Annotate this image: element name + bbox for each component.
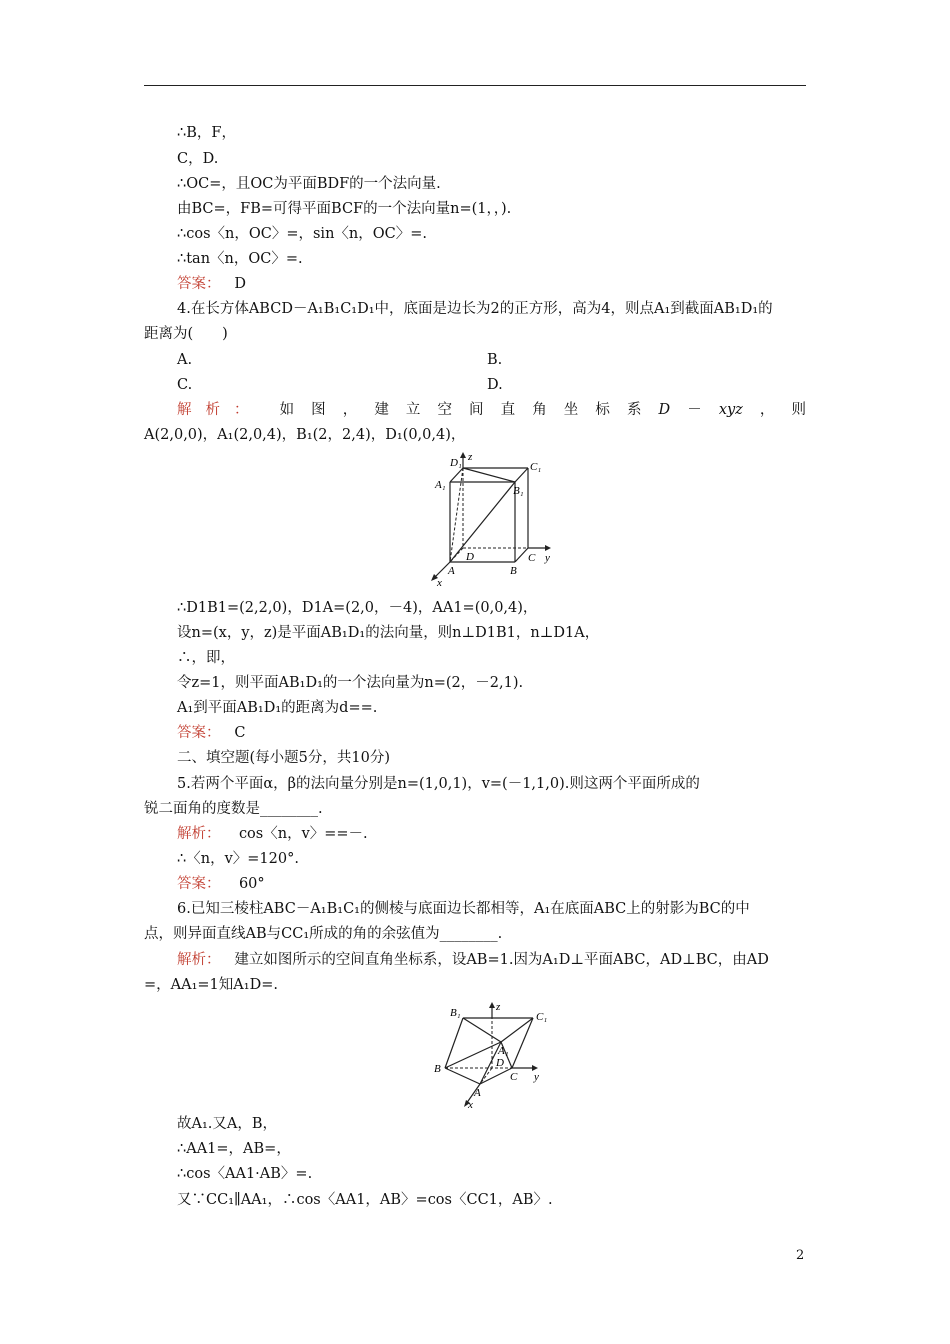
word: 建 [374, 402, 389, 418]
solution-text: 建立如图所示的空间直角坐标系，设AB=1.因为A₁D⊥平面ABC，AD⊥BC，由AD [234, 952, 769, 968]
text-line: ∴OC=，且OC为平面BDF的一个法向量. [177, 176, 441, 192]
option-c: C. [177, 377, 193, 393]
text-line: 由BC=，FB=可得平面BCF的一个法向量n=(1，，). [177, 201, 512, 217]
text-line: ∴〈n，v〉=120°. [177, 851, 299, 867]
label-c1: C₁ [530, 461, 542, 473]
label-c: C [528, 552, 536, 564]
question-5: 5.若两个平面α，β的法向量分别是n=(1,0,1)，v=(－1,1,0).则这两个平面所成的 [177, 776, 700, 792]
text-line: 故A₁.又A，B， [177, 1116, 278, 1132]
label-d1: D₁ [450, 457, 462, 469]
word: 角 [532, 402, 547, 418]
answer-label: 答案： [177, 276, 221, 292]
text-line: =，AA₁=1知A₁D=. [144, 977, 278, 993]
word: 间 [469, 402, 484, 418]
question-4: 4.在长方体ABCD－A₁B₁C₁D₁中，底面是边长为2的正方形，高为4，则点A₁到截面AB₁D₁的 [177, 301, 773, 317]
word: ， [759, 402, 775, 418]
text-line: ∴AA1=，AB=， [177, 1141, 291, 1157]
label-c1: C₁ [536, 1011, 548, 1023]
box-figure [420, 450, 570, 590]
option-a: A. [177, 352, 193, 368]
word: xyz [718, 402, 743, 418]
label-z: z [468, 451, 473, 463]
text-line: ∴tan〈n，OC〉=. [177, 251, 303, 267]
section-heading: 二、填空题(每小题5分，共10分) [177, 750, 390, 766]
answer-label: 答案： [177, 725, 221, 741]
solution-label: 解析： [177, 826, 221, 842]
label-b: B [510, 565, 517, 577]
word: ， [342, 402, 358, 418]
word: 立 [405, 402, 421, 418]
prism-figure [430, 1000, 560, 1110]
label-z: z [496, 1001, 501, 1013]
solution-label: 解析： [177, 952, 221, 968]
label-c: C [510, 1071, 518, 1083]
label-x: x [468, 1099, 473, 1110]
page-number: 2 [796, 1248, 805, 1263]
label-d: D [496, 1057, 504, 1069]
word: 则 [791, 402, 806, 418]
text-line: 令z=1，则平面AB₁D₁的一个法向量为n=(2，－2,1). [177, 675, 524, 691]
solution-line [177, 951, 769, 969]
label-x: x [437, 577, 442, 589]
label-a: A [474, 1087, 481, 1099]
label-y: y [534, 1071, 539, 1083]
text-line: C，D. [177, 151, 219, 167]
text-line: ∴D1B1=(2,2,0)，D1A=(2,0，－4)，AA1=(0,0,4)， [177, 600, 538, 616]
answer-label: 答案： [177, 876, 221, 892]
label-d: D [466, 551, 474, 563]
label-y: y [545, 552, 550, 564]
word: D [658, 402, 671, 418]
solution-text: cos〈n，v〉==－. [238, 826, 368, 842]
word: 系 [626, 402, 642, 418]
word: 空 [437, 402, 452, 418]
word: 直 [500, 402, 516, 418]
text-line: ∴cos〈n，OC〉=，sin〈n，OC〉=. [177, 226, 427, 242]
label-a1: A₁ [435, 479, 446, 491]
option-d: D. [487, 377, 503, 393]
question-4-cont: 距离为( ) [144, 326, 228, 342]
option-b: B. [487, 352, 503, 368]
question-5-cont: 锐二面角的度数是________. [144, 801, 323, 817]
label-b1: B₁ [450, 1007, 461, 1019]
word: 图 [311, 402, 326, 418]
word: 如 [279, 402, 295, 418]
solution-label: 解析： [177, 402, 263, 418]
text-line: 设n=(x，y，z)是平面AB₁D₁的法向量，则n⊥D1B1，n⊥D1A， [177, 625, 600, 641]
solution-4-heading [177, 401, 806, 419]
text-line: A(2,0,0)，A₁(2,0,4)，B₁(2，2,4)，D₁(0,0,4)， [144, 427, 466, 443]
solution-line [177, 825, 368, 843]
text-line: 又∵CC₁∥AA₁，∴cos〈AA1，AB〉=cos〈CC1，AB〉. [177, 1192, 553, 1208]
word: 标 [595, 402, 610, 418]
label-a: A [448, 565, 455, 577]
label-a1: A₁ [498, 1045, 509, 1057]
word: 坐 [563, 402, 579, 418]
label-b: B [434, 1063, 441, 1075]
answer-value: C [234, 725, 246, 741]
question-6-cont: 点，则异面直线AB与CC₁所成的角的余弦值为________. [144, 926, 503, 942]
word: － [687, 402, 702, 418]
text-line: A₁到平面AB₁D₁的距离为d==. [177, 700, 378, 716]
text-line: ∴cos〈AA1·AB〉=. [177, 1166, 313, 1182]
text-line: ∴，即， [177, 650, 235, 666]
text-line: ∴B，F， [177, 125, 236, 141]
label-b1: B₁ [513, 485, 524, 497]
answer-line [177, 875, 265, 893]
answer-line [177, 724, 245, 742]
answer-value: D [234, 276, 246, 292]
answer-value: 60° [238, 876, 265, 892]
question-6: 6.已知三棱柱ABC－A₁B₁C₁的侧棱与底面边长都相等，A₁在底面ABC上的射影为BC的中 [177, 901, 750, 917]
header-rule [144, 85, 806, 86]
answer-line [177, 275, 246, 293]
